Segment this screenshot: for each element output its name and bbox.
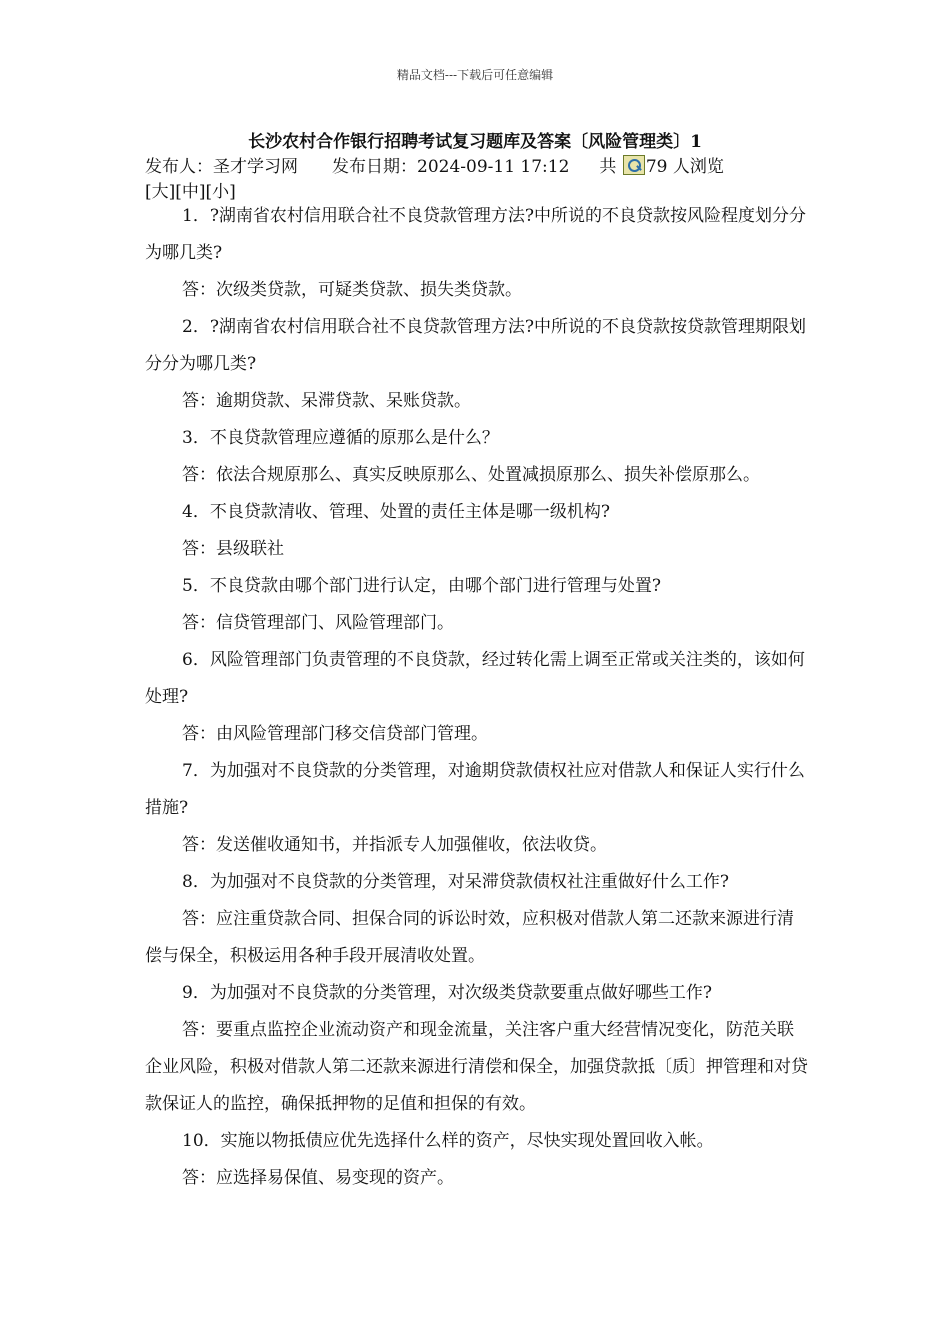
question-3: 3．不良贷款管理应遵循的原那么是什么？: [182, 428, 499, 448]
article-body: [145, 198, 810, 1197]
question-2: 2．?湖南省农村信用联合社不良贷款管理方法?中所说的不良贷款按贷款管理期限划分分为哪几类?: [145, 317, 807, 374]
answer-7: 答：发送催收通知书，并指派专人加强催收，依法收贷。: [182, 835, 607, 855]
answer-10: 答：应选择易保值、易变现的资产。: [182, 1168, 454, 1188]
article-meta: [145, 152, 845, 177]
header-note: 精品文档---下载后可任意编辑: [396, 68, 554, 82]
question-10: 10．实施以物抵债应优先选择什么样的资产，尽快实现处置回收入帐。: [182, 1131, 714, 1151]
answer-5: 答：信贷管理部门、风险管理部门。: [182, 613, 454, 633]
question-6: 6．风险管理部门负责管理的不良贷款，经过转化需上调至正常或关注类的，该如何处理?: [145, 650, 805, 707]
publisher: 发布人：圣才学习网: [145, 157, 298, 177]
publish-date: 发布日期：2024-09-11 17:12: [332, 157, 570, 177]
views-prefix: 共: [599, 157, 617, 177]
answer-2: 答：逾期贷款、呆滞贷款、呆账贷款。: [182, 391, 471, 411]
question-7: 7．为加强对不良贷款的分类管理，对逾期贷款债权社应对借款人和保证人实行什么措施?: [145, 761, 805, 818]
answer-8: 答：应注重贷款合同、担保合同的诉讼时效，应积极对借款人第二还款来源进行清偿与保全，积极运用各种手段开展清收处置。: [145, 909, 794, 966]
view-count-icon: [623, 155, 645, 175]
question-9: 9．为加强对不良贷款的分类管理，对次级类贷款要重点做好哪些工作?: [182, 983, 712, 1003]
answer-1: 答：次级类贷款，可疑类贷款、损失类贷款。: [182, 280, 522, 300]
answer-6: 答：由风险管理部门移交信贷部门管理。: [182, 724, 488, 744]
article-title: 长沙农村合作银行招聘考试复习题库及答案〔风险管理类〕1: [248, 132, 702, 152]
answer-3: 答：依法合规原那么、真实反映原那么、处置减损原那么、损失补偿原那么。: [182, 465, 760, 485]
answer-4: 答：县级联社: [182, 539, 284, 559]
question-8: 8．为加强对不良贷款的分类管理，对呆滞贷款债权社注重做好什么工作?: [182, 872, 729, 892]
views-count: 79 人浏览: [645, 157, 724, 177]
font-size-small-link[interactable]: [小]: [205, 182, 236, 202]
question-4: 4．不良贷款清收、管理、处置的责任主体是哪一级机构?: [182, 502, 610, 522]
question-5: 5．不良贷款由哪个部门进行认定，由哪个部门进行管理与处置?: [182, 576, 661, 596]
answer-9: 答：要重点监控企业流动资产和现金流量，关注客户重大经营情况变化，防范关联企业风险，积极对借款人第二还款来源进行清偿和保全，加强贷款抵〔质〕押管理和对贷款保证人的监控，确保抵押物的足值和担保的有效。: [145, 1020, 808, 1114]
font-size-medium-link[interactable]: [中]: [175, 182, 206, 202]
question-1: 1．?湖南省农村信用联合社不良贷款管理方法?中所说的不良贷款按风险程度划分分为哪几类?: [145, 206, 807, 263]
font-size-large-link[interactable]: [大]: [145, 182, 176, 202]
